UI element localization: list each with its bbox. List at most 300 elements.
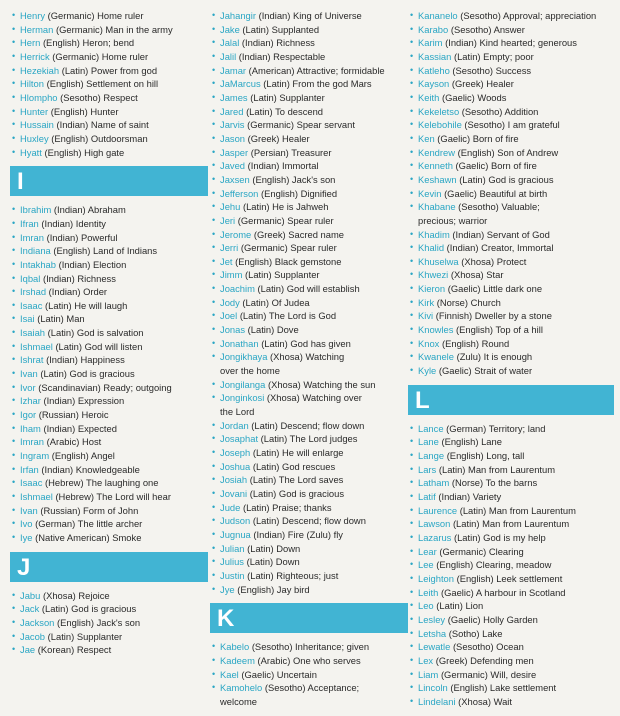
- entry-name: Jugnua: [220, 528, 251, 540]
- name-list: [410, 9, 614, 378]
- name-entry: [212, 200, 408, 214]
- bullet-icon: •: [212, 392, 216, 403]
- entry-name: Jonginkosi: [220, 392, 265, 404]
- name-entry: [212, 583, 408, 597]
- bullet-icon: •: [212, 201, 216, 212]
- bullet-icon: •: [410, 64, 414, 75]
- bullet-icon: •: [12, 78, 16, 89]
- entry-meaning: (English) Land of Indians: [53, 245, 158, 257]
- bullet-icon: •: [410, 283, 414, 294]
- entry-meaning: (Greek) Healer: [451, 78, 514, 90]
- bullet-icon: •: [212, 682, 216, 693]
- entry-meaning: (Indian) Powerful: [46, 231, 118, 243]
- bullet-icon: •: [12, 105, 16, 116]
- entry-name: Jared: [220, 105, 244, 117]
- name-entry: [410, 173, 614, 187]
- entry-meaning: (Sesotho) Acceptance;: [264, 682, 360, 694]
- name-entry: [410, 640, 614, 654]
- entry-meaning: (Indian) Respectable: [238, 50, 326, 62]
- entry-name: Jody: [220, 296, 240, 308]
- name-entry: [410, 599, 614, 613]
- entry-meaning: (Indian) Expression: [43, 395, 125, 407]
- bullet-icon: •: [212, 501, 216, 512]
- bullet-icon: •: [12, 258, 16, 269]
- entry-name: Hern: [20, 37, 41, 49]
- bullet-icon: •: [410, 477, 414, 488]
- entry-name: Katleho: [418, 64, 450, 76]
- entry-name: Huxley: [20, 132, 49, 144]
- entry-meaning: (Indian) Identity: [41, 217, 106, 229]
- bullet-icon: •: [212, 310, 216, 321]
- bullet-icon: •: [212, 296, 216, 307]
- entry-meaning: (Greek) Healer: [247, 132, 310, 144]
- bullet-icon: •: [12, 132, 16, 143]
- bullet-icon: •: [410, 422, 414, 433]
- bullet-icon: •: [410, 173, 414, 184]
- entry-name: Lewatle: [418, 641, 451, 653]
- entry-name: Lee: [418, 559, 434, 571]
- bullet-icon: •: [12, 436, 16, 447]
- entry-meaning: (Indian) Order: [48, 286, 108, 298]
- section-header-k: K: [210, 603, 408, 633]
- name-entry: [212, 91, 408, 105]
- name-entry: [12, 203, 208, 217]
- entry-name: Jasper: [220, 146, 249, 158]
- entry-meaning: (Scandinavian) Ready; outgoing: [38, 381, 172, 393]
- bullet-icon: •: [410, 436, 414, 447]
- entry-name: Ishmael: [20, 491, 53, 502]
- bullet-icon: •: [12, 504, 16, 515]
- entry-name: Lance: [418, 422, 444, 434]
- entry-meaning: (English) Lake settlement: [450, 682, 557, 694]
- entry-meaning: (Latin) Dove: [247, 324, 299, 336]
- bullet-icon: •: [410, 600, 414, 611]
- bullet-icon: •: [212, 378, 216, 389]
- bullet-icon: •: [12, 589, 16, 600]
- entry-name: Jovani: [220, 487, 248, 499]
- entry-name: Iham: [20, 422, 41, 434]
- name-entry: [410, 681, 614, 695]
- name-entry: [212, 514, 408, 528]
- name-entry: [212, 105, 408, 119]
- name-entry: [212, 118, 408, 132]
- name-entry: [12, 381, 208, 395]
- bullet-icon: •: [410, 518, 414, 529]
- bullet-icon: •: [410, 78, 414, 89]
- bullet-icon: •: [410, 160, 414, 171]
- entry-name: Letsha: [418, 627, 447, 639]
- entry-meaning: (Arabic) Host: [46, 436, 102, 448]
- bullet-icon: •: [12, 64, 16, 75]
- entry-name: Iye: [20, 531, 33, 543]
- bullet-icon: •: [12, 644, 16, 655]
- entry-name: Julian: [220, 542, 245, 554]
- entry-meaning: (Latin) Down: [246, 556, 300, 568]
- bullet-icon: •: [212, 447, 216, 457]
- bullet-icon: •: [12, 381, 16, 392]
- entry-meaning: (Gaelic) Woods: [441, 91, 507, 103]
- entry-name: Jerri: [220, 242, 239, 254]
- name-entry: [212, 378, 408, 392]
- entry-meaning: (Germanic) Man in the army: [55, 23, 173, 35]
- name-entry: [12, 64, 208, 78]
- entry-meaning: (Gaelic) Uncertain: [241, 668, 317, 680]
- name-entry: [212, 187, 408, 201]
- entry-name: Jack: [20, 603, 40, 615]
- entry-name: Leo: [418, 600, 434, 612]
- entry-name: Intakhab: [20, 258, 56, 270]
- bullet-icon: •: [410, 450, 414, 461]
- bullet-icon: •: [410, 531, 414, 542]
- entry-meaning: (Xhosa) Watching the sun: [267, 378, 376, 390]
- bullet-icon: •: [212, 23, 216, 34]
- name-entry: [12, 326, 208, 340]
- entry-name: Khabane: [418, 201, 456, 213]
- entry-name: Iqbal: [20, 272, 41, 284]
- entry-name: Lane: [418, 436, 439, 448]
- name-entry: [212, 282, 408, 296]
- entry-name: Jordan: [220, 419, 249, 431]
- name-entry: [212, 419, 408, 433]
- bullet-icon: •: [212, 515, 216, 526]
- entry-meaning: (Indian) Kind hearted; generous: [445, 37, 577, 49]
- bullet-icon: •: [410, 146, 414, 157]
- entry-name: Jabu: [20, 589, 41, 601]
- bullet-icon: •: [212, 64, 216, 75]
- name-entry: [12, 340, 208, 354]
- entry-name: Ivo: [20, 518, 33, 530]
- entry-meaning: (Sesotho) Approval; appreciation: [460, 10, 597, 21]
- name-entry: [212, 77, 408, 91]
- bullet-icon: •: [12, 422, 16, 433]
- bullet-icon: •: [410, 242, 414, 253]
- entry-name: Lear: [418, 545, 437, 557]
- name-entry: [410, 668, 614, 682]
- entry-meaning: (Indian) King of Universe: [258, 10, 362, 21]
- name-entry: [410, 118, 614, 132]
- entry-meaning: (Indian) Creator, Immortal: [446, 242, 554, 254]
- bullet-icon: •: [12, 245, 16, 256]
- name-entry: [410, 77, 614, 91]
- entry-name: Izhar: [20, 395, 41, 407]
- name-entry: [212, 487, 408, 501]
- entry-name: Kelebohile: [418, 119, 462, 131]
- entry-meaning: (Hebrew) The Lord will hear: [55, 491, 171, 502]
- entry-name: Lesley: [418, 613, 446, 625]
- bullet-icon: •: [12, 630, 16, 641]
- entry-meaning: (Sesotho) Valuable;: [458, 201, 540, 213]
- entry-name: Hlompho: [20, 91, 58, 103]
- name-entry: [212, 146, 408, 160]
- bullet-icon: •: [410, 613, 414, 624]
- bullet-icon: •: [410, 105, 414, 116]
- bullet-icon: •: [410, 228, 414, 239]
- bullet-icon: •: [12, 368, 16, 379]
- entry-meaning: (Greek) Sacred name: [253, 228, 345, 240]
- name-entry: [410, 490, 614, 504]
- entry-meaning: (Gaelic) Born of fire: [455, 160, 537, 172]
- entry-name: Latham: [418, 477, 450, 489]
- entry-name: Keith: [418, 91, 440, 103]
- entry-name: Javed: [220, 160, 246, 172]
- entry-name: JaMarcus: [220, 78, 261, 90]
- entry-meaning: (Latin) God has given: [261, 337, 351, 349]
- entry-name: Kevin: [418, 187, 442, 199]
- entry-meaning: (Indian) Abraham: [53, 204, 126, 216]
- bullet-icon: •: [212, 78, 216, 89]
- name-entry: [410, 654, 614, 668]
- entry-meaning: (Norse) Church: [436, 296, 501, 308]
- entry-meaning: (Gaelic) Holly Garden: [447, 613, 538, 625]
- entry-name: Jahangir: [220, 10, 256, 21]
- bullet-icon: •: [410, 463, 414, 474]
- entry-meaning: (Germanic) Spear ruler: [237, 214, 334, 226]
- entry-meaning: (Zulu) It is enough: [456, 351, 533, 363]
- name-entry: [212, 528, 408, 542]
- entry-name: Lawson: [418, 518, 451, 530]
- entry-meaning: (Germanic) Spear ruler: [240, 242, 337, 254]
- name-entry: [410, 504, 614, 518]
- name-entry: [12, 353, 208, 367]
- entry-meaning: (Latin) Man from Laurentum: [452, 518, 570, 530]
- name-entry: [410, 241, 614, 255]
- entry-name: Ken: [418, 132, 435, 144]
- name-entry: [410, 350, 614, 364]
- bullet-icon: •: [410, 682, 414, 693]
- name-entry: [410, 449, 614, 463]
- entry-name: Kenneth: [418, 160, 453, 172]
- entry-name: Ishrat: [20, 354, 44, 366]
- bullet-icon: •: [12, 91, 16, 102]
- bullet-icon: •: [212, 105, 216, 116]
- entry-meaning: (Latin) Lion: [436, 600, 484, 612]
- bullet-icon: •: [12, 603, 16, 614]
- entry-name: Ibrahim: [20, 204, 52, 216]
- entry-meaning: (Sesotho) Respect: [60, 91, 138, 103]
- name-entry: [410, 146, 614, 160]
- name-entry: [212, 9, 408, 23]
- name-entry: [410, 132, 614, 146]
- entry-meaning: (Latin) Praise; thanks: [242, 501, 332, 513]
- name-entry: [212, 668, 408, 682]
- entry-meaning: (Latin) God is my help: [453, 531, 546, 543]
- bullet-icon: •: [12, 327, 16, 338]
- entry-meaning: (Sesotho) Addition: [461, 105, 539, 117]
- entry-name: Indiana: [20, 245, 51, 257]
- entry-name: Josiah: [220, 474, 248, 486]
- name-entry: [212, 640, 408, 654]
- entry-meaning: (Indian) Variety: [438, 491, 502, 502]
- entry-meaning: (English) Settlement on hill: [46, 78, 159, 90]
- name-entry: [410, 36, 614, 50]
- entry-meaning: (Indian) Servant of God: [452, 228, 550, 240]
- bullet-icon: •: [410, 310, 414, 321]
- name-entry: [410, 187, 614, 201]
- name-entry: [12, 9, 208, 23]
- name-entry: [410, 586, 614, 600]
- name-entry: [212, 323, 408, 337]
- entry-name: Jongilanga: [220, 378, 266, 390]
- entry-meaning: (Indian) Richness: [241, 37, 315, 49]
- entry-name: Joel: [220, 310, 238, 322]
- name-entry: [410, 531, 614, 545]
- bullet-icon: •: [212, 337, 216, 348]
- name-entry: [410, 613, 614, 627]
- entry-meaning: (Greek) Defending men: [435, 654, 534, 666]
- name-entry: [212, 473, 408, 487]
- bullet-icon: •: [410, 627, 414, 638]
- entry-name: Leighton: [418, 572, 454, 584]
- entry-meaning: (Persian) Treasurer: [250, 146, 332, 158]
- entry-meaning: (Indian) Knowledgeable: [41, 463, 140, 475]
- name-entry: [410, 50, 614, 64]
- entry-meaning: (Sesotho) Success: [452, 64, 532, 76]
- name-entry: [410, 627, 614, 641]
- bullet-icon: •: [410, 641, 414, 652]
- entry-name: James: [220, 91, 248, 103]
- entry-name: Julius: [220, 556, 244, 568]
- name-entry: [410, 323, 614, 337]
- entry-name: Khwezi: [418, 269, 449, 281]
- entry-meaning: (Germanic) Spear servant: [247, 119, 355, 131]
- name-entry: [212, 681, 408, 708]
- name-entry: [12, 312, 208, 326]
- name-entry: [12, 504, 208, 518]
- bullet-icon: •: [12, 10, 16, 20]
- entry-meaning: (Latin) Down: [247, 542, 301, 554]
- bullet-icon: •: [212, 214, 216, 225]
- name-entry: [212, 296, 408, 310]
- bullet-icon: •: [410, 187, 414, 198]
- bullet-icon: •: [212, 668, 216, 679]
- section-header-i: I: [10, 166, 208, 196]
- bullet-icon: •: [212, 641, 216, 652]
- name-entry: [410, 517, 614, 531]
- name-entry: [212, 50, 408, 64]
- bullet-icon: •: [212, 255, 216, 266]
- entry-name: Jongikhaya: [220, 351, 268, 363]
- entry-name: Jackson: [20, 616, 55, 628]
- name-entry: [410, 64, 614, 78]
- entry-meaning: (Latin) Man from Laurentum: [438, 463, 556, 475]
- bullet-icon: •: [410, 337, 414, 348]
- bullet-icon: •: [410, 365, 414, 376]
- entry-name: Kendrew: [418, 146, 456, 158]
- entry-name: Kyle: [418, 365, 437, 377]
- entry-name: Ivan: [20, 368, 38, 380]
- entry-meaning: (English) Lane: [441, 436, 502, 448]
- entry-meaning: (Russian) Form of John: [40, 504, 139, 516]
- name-entry: [12, 258, 208, 272]
- entry-name: Jehu: [220, 201, 241, 213]
- entry-name: Kael: [220, 668, 239, 680]
- bullet-icon: •: [410, 10, 414, 20]
- entry-meaning: (English) Dignified: [261, 187, 338, 199]
- bullet-icon: •: [212, 283, 216, 294]
- entry-name: Joachim: [220, 283, 255, 295]
- entry-name: Jeri: [220, 214, 236, 226]
- bullet-icon: •: [12, 231, 16, 242]
- name-entry: [12, 435, 208, 449]
- entry-meaning: (Arabic) One who serves: [257, 654, 361, 666]
- name-entry: [12, 105, 208, 119]
- entry-name: Ingram: [20, 450, 50, 462]
- entry-name: Joshua: [220, 460, 251, 472]
- name-list: [12, 589, 208, 657]
- bullet-icon: •: [12, 23, 16, 34]
- entry-meaning: (English) Jack's son: [57, 616, 141, 628]
- entry-name: Lex: [418, 654, 434, 666]
- bullet-icon: •: [12, 477, 16, 488]
- bullet-icon: •: [212, 324, 216, 335]
- bullet-icon: •: [212, 132, 216, 143]
- entry-meaning-continued: the Lord: [220, 406, 255, 418]
- entry-meaning: (Xhosa) Protect: [461, 255, 527, 267]
- name-entry: [12, 285, 208, 299]
- entry-name: Isai: [20, 313, 35, 325]
- entry-name: Lazarus: [418, 531, 452, 543]
- name-entry: [410, 309, 614, 323]
- bullet-icon: •: [212, 119, 216, 130]
- name-entry: [212, 214, 408, 228]
- entry-meaning: (Sesotho) I am grateful: [464, 119, 560, 131]
- name-entry: [410, 572, 614, 586]
- entry-name: Jalal: [220, 37, 240, 49]
- bullet-icon: •: [212, 433, 216, 444]
- entry-meaning: (Sesotho) Answer: [450, 23, 525, 35]
- entry-meaning: (American) Attractive; formidable: [248, 64, 385, 76]
- entry-name: Herman: [20, 23, 54, 35]
- entry-name: Irfan: [20, 463, 39, 475]
- name-entry: [12, 643, 208, 657]
- entry-name: Jonas: [220, 324, 246, 336]
- name-entry: [12, 367, 208, 381]
- name-entry: [12, 589, 208, 603]
- entry-meaning: (Gaelic) Strait of water: [438, 365, 533, 377]
- entry-name: Herrick: [20, 50, 50, 62]
- entry-name: Kwanele: [418, 351, 454, 363]
- bullet-icon: •: [212, 173, 216, 184]
- name-entry: [12, 394, 208, 408]
- entry-meaning-continued: over the home: [220, 365, 280, 377]
- name-entry: [212, 555, 408, 569]
- name-entry: [410, 228, 614, 242]
- name-entry: [410, 337, 614, 351]
- entry-name: Isaac: [20, 477, 43, 489]
- bullet-icon: •: [410, 296, 414, 307]
- entry-name: Hezekiah: [20, 64, 60, 76]
- entry-meaning: (Sotho) Lake: [448, 627, 503, 639]
- entry-meaning: (Hebrew) The laughing one: [45, 477, 159, 489]
- entry-name: Jae: [20, 644, 36, 656]
- entry-name: Latif: [418, 491, 436, 502]
- bullet-icon: •: [212, 160, 216, 171]
- name-entry: [212, 132, 408, 146]
- entry-meaning: (Latin) Righteous; just: [247, 569, 339, 581]
- entry-meaning: (Xhosa) Star: [450, 269, 504, 281]
- entry-meaning: (Latin) God rescues: [252, 460, 336, 472]
- entry-meaning: (German) The little archer: [35, 518, 143, 530]
- name-entry: [12, 50, 208, 64]
- entry-name: Kivi: [418, 310, 434, 322]
- bullet-icon: •: [410, 201, 414, 212]
- entry-meaning: (English) Son of Andrew: [457, 146, 559, 158]
- bullet-icon: •: [410, 695, 414, 706]
- entry-name: Jonathan: [220, 337, 259, 349]
- column-3: [410, 9, 614, 709]
- name-entry: [410, 476, 614, 490]
- name-list: [212, 640, 408, 708]
